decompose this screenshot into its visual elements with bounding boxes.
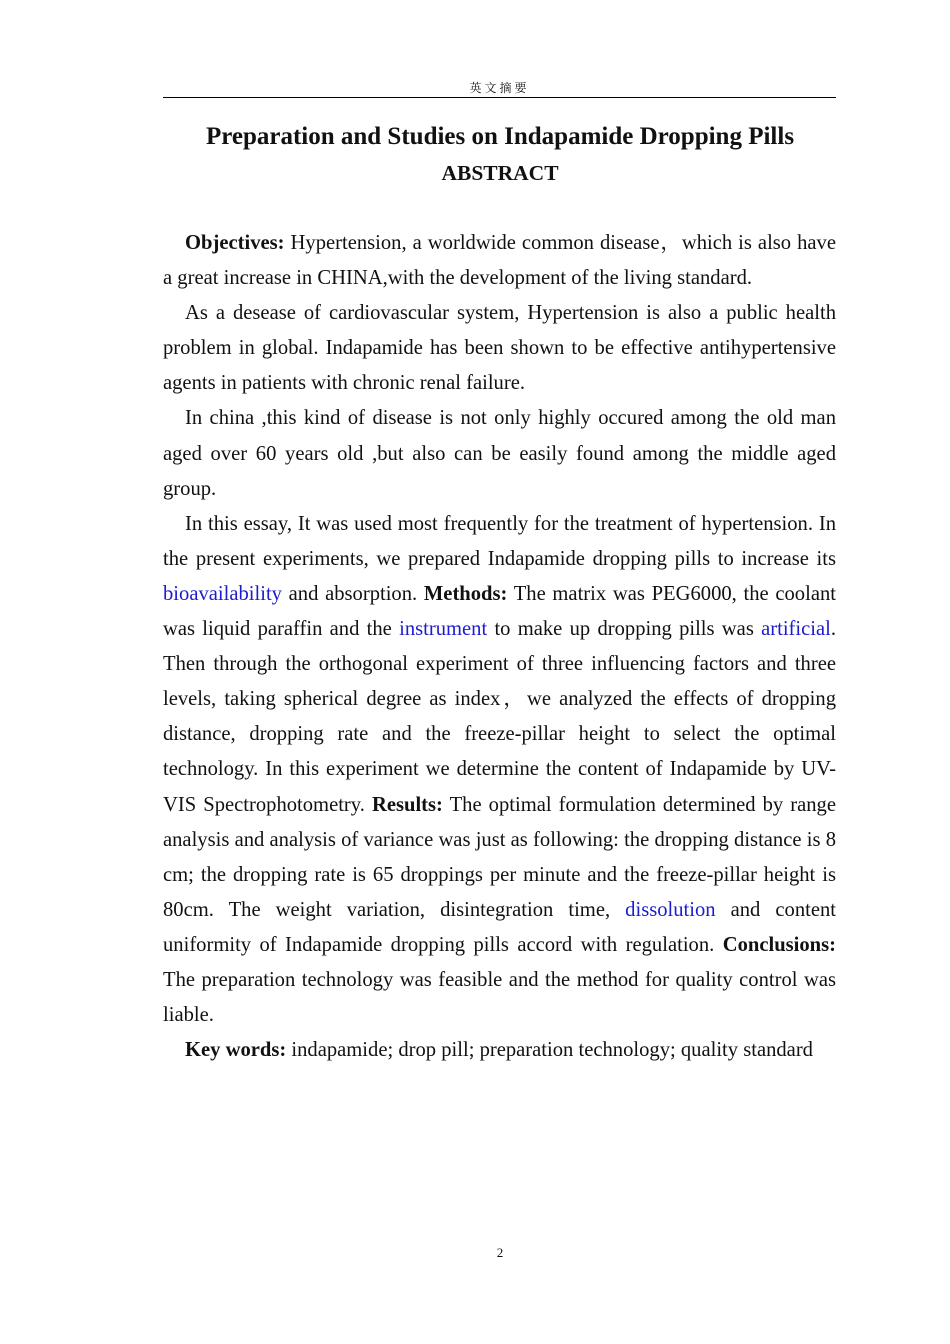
header-rule (163, 97, 836, 98)
paragraph (163, 296, 836, 401)
abstract-body (163, 226, 836, 1068)
paragraph-text: Hypertension, a worldwide common disease，which is also have a great increase in CHINA,with the development of the living standard. (163, 232, 836, 290)
link-instrument[interactable]: instrument (399, 618, 488, 641)
paragraph-text: The preparation technology was feasible and the method for quality control was liable. (163, 968, 836, 1027)
section-label: Methods: (423, 582, 508, 605)
paragraph-text: and content uniformity of Indapamide dropping pills accord with regulation. (163, 898, 837, 956)
paragraph-objectives (163, 226, 836, 296)
running-header: 英文摘要 (469, 81, 530, 95)
section-label: Conclusions: (722, 933, 836, 956)
paragraph-text: The optimal formulation determined by range analysis and analysis of variance was just as following: the dropping distance is 8 cm; the dropping rate is 65 droppings per minute and the freeze-pillar height is 80cm. The weight variation, disintegration time, (163, 793, 836, 921)
page-number: 2 (496, 1245, 504, 1260)
paragraph-keywords (163, 1033, 836, 1068)
paragraph-text: indapamide; drop pill; preparation technology; quality standard (286, 1039, 813, 1062)
link-artificial[interactable]: artificial (761, 618, 831, 641)
section-label: Objectives: (185, 232, 285, 254)
paragraph-methods-results (163, 507, 836, 1033)
paragraph-text: In this essay, It was used most frequently for the treatment of hypertension. In the present experiments, we prepared Indapamide dropping pills to increase its (163, 512, 836, 570)
link-bioavailability[interactable]: bioavailability (163, 582, 282, 605)
paragraph (163, 401, 836, 506)
paragraph-text: As a desease of cardiovascular system, Hypertension is also a public health problem in global. Indapamide has been shown to be effective antihypertensive agents in patients with chronic renal failure. (163, 302, 836, 395)
link-dissolution[interactable]: dissolution (625, 898, 716, 921)
paragraph-text: . Then through the orthogonal experiment of three influencing factors and three levels, taking spherical degree as index，we analyzed the effects of dropping distance, dropping rate and the freeze-pillar height to select the optimal technology. In this experiment we determine the content of Indapamide by UV-VIS Spectrophotometry. (163, 618, 836, 816)
paragraph-text: In china ,this kind of disease is not only highly occured among the old man aged over 60 years old ,but also can be easily found among the middle aged group. (163, 407, 836, 500)
document-title: Preparation and Studies on Indapamide Dropping Pills (205, 123, 795, 150)
paragraph-text: to make up dropping pills was (487, 618, 762, 641)
section-label: Key words: (185, 1039, 287, 1062)
paragraph-text: The matrix was PEG6000, the coolant was liquid paraffin and the (163, 582, 836, 641)
paragraph-text: and absorption. (281, 582, 424, 605)
abstract-heading: ABSTRACT (441, 161, 559, 185)
section-label: Results: (371, 793, 443, 816)
